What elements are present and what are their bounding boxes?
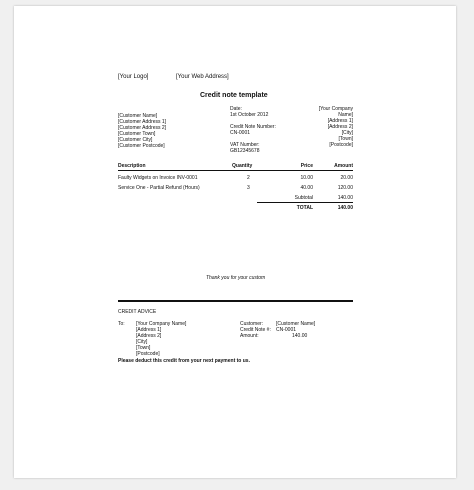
logo-placeholder: [Your Logo] [118, 74, 149, 80]
total-value: 140.00 [337, 205, 353, 211]
row-amount: 20.00 [340, 175, 353, 181]
advice-customer-label: Customer: [240, 321, 264, 327]
col-amount-header: Amount [334, 163, 353, 169]
credit-number-label: Credit Note Number: [230, 124, 276, 130]
advice-labels [240, 321, 271, 339]
thank-you-note: Thank you for your custom [206, 275, 266, 281]
total-label: TOTAL [296, 205, 313, 211]
company-line: [Address 1] [327, 118, 353, 124]
table-header-rule [118, 170, 353, 171]
advice-values [276, 321, 315, 339]
advice-address [136, 321, 186, 357]
company-line: [City] [341, 130, 353, 136]
row-price: 40.00 [300, 185, 313, 191]
subtotal-value: 140.00 [337, 195, 353, 201]
col-description-header: Description [118, 163, 146, 169]
total-rule [257, 202, 353, 203]
to-label: To: [118, 321, 125, 327]
company-address [319, 106, 353, 148]
date-label: Date: [230, 106, 242, 112]
advice-address-line: [Town] [136, 345, 151, 351]
row-price: 10.00 [300, 175, 313, 181]
customer-line: [Customer City] [118, 137, 153, 143]
company-line: [Your Company [318, 106, 353, 112]
advice-amount-label: Amount: [240, 333, 259, 339]
row-amount: 120.00 [337, 185, 353, 191]
document-title: Credit note template [200, 92, 268, 99]
row-quantity: 3 [247, 185, 250, 191]
customer-line: [Customer Postcode] [118, 143, 165, 149]
customer-line: [Customer Town] [118, 131, 156, 137]
date-value: 1st October 2012 [230, 112, 269, 118]
customer-line: [Customer Name] [118, 113, 158, 119]
advice-address-line: [Address 1] [136, 327, 162, 333]
document-page [14, 6, 456, 478]
company-line: [Town] [338, 136, 353, 142]
col-price-header: Price [300, 163, 313, 169]
advice-address-line: [Your Company Name] [136, 321, 187, 327]
credit-note-meta [230, 106, 276, 154]
advice-customer-value: [Customer Name] [276, 321, 316, 327]
advice-address-line: [Postcode] [136, 351, 160, 357]
customer-address [118, 113, 166, 149]
row-quantity: 2 [247, 175, 250, 181]
web-address: [Your Web Address] [176, 74, 229, 80]
company-line: [Postcode] [329, 142, 353, 148]
company-line: [Address 2] [327, 124, 353, 130]
credit-advice-title: CREDIT ADVICE [118, 309, 157, 315]
credit-number-value: CN-0001 [230, 130, 251, 136]
advice-address-line: [City] [136, 339, 148, 345]
row-description: Service One - Partial Refund (Hours) [118, 185, 200, 191]
advice-credit-label: Credit Note #: [240, 327, 271, 333]
vat-label: VAT Number: [230, 142, 260, 148]
advice-amount-value: 140.00 [292, 333, 308, 339]
credit-advice-divider [118, 300, 353, 302]
customer-line: [Customer Address 2] [118, 125, 167, 131]
deduct-note: Please deduct this credit from your next payment to us. [118, 358, 250, 364]
vat-value: GB12345678 [230, 148, 260, 154]
subtotal-label: Subtotal [294, 195, 313, 201]
advice-credit-value: CN-0001 [276, 327, 297, 333]
row-description: Faulty Widgets on Invoice INV-0001 [118, 175, 198, 181]
company-line: Name] [338, 112, 353, 118]
advice-address-line: [Address 2] [136, 333, 162, 339]
customer-line: [Customer Address 1] [118, 119, 167, 125]
col-quantity-header: Quantity [232, 163, 253, 169]
